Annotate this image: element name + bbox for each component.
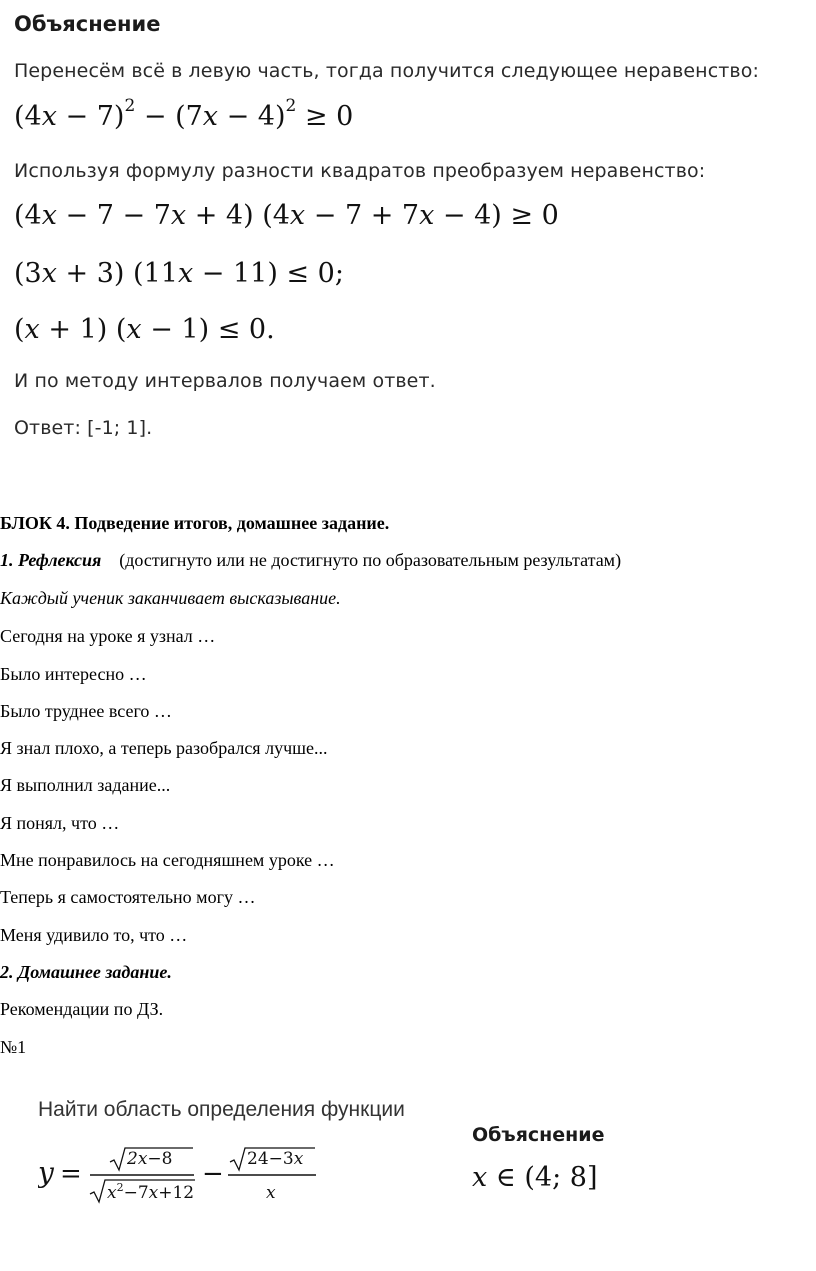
phrase-item: Было интересно … <box>0 664 147 684</box>
explanation-step-text: Используя формулу разности квадратов преобразуем неравенство: <box>14 160 706 182</box>
phrase-item: Я знал плохо, а теперь разобрался лучше... <box>0 738 328 758</box>
explanation-answer: Ответ: [-1; 1]. <box>14 417 153 439</box>
svg-text:y: y <box>38 1156 54 1189</box>
homework-recommendations: Рекомендации по ДЗ. <box>0 999 164 1019</box>
reflection-note: (достигнуто или не достигнуто по образовательным результатам) <box>119 550 622 570</box>
explanation-method: И по методу интервалов получаем ответ. <box>14 370 436 392</box>
phrase-item: Сегодня на уроке я узнал … <box>0 626 216 646</box>
inequality-original: $(4x - 7)^2 - (7x - 4)^2 \ge 0$ <box>14 96 354 132</box>
phrase-item: Мне понравилось на сегодняшнем уроке … <box>0 850 335 870</box>
phrase-item: Теперь я самостоятельно могу … <box>0 887 256 907</box>
task-answer: x ∈ (4; 8] <box>472 1162 598 1193</box>
svg-text:2x−8: 2x−8 <box>127 1149 173 1169</box>
phrase-item: Я выполнил задание... <box>0 775 171 795</box>
reflection-line <box>0 550 621 571</box>
function-formula <box>38 1142 338 1212</box>
inequality-simplified: (3x + 3) (11x − 11) ≤ 0; <box>14 258 344 289</box>
block4-heading: БЛОК 4. Подведение итогов, домашнее задание. <box>0 513 390 533</box>
phrase-item: Меня удивило то, что … <box>0 925 188 945</box>
task-title: Найти область определения функции <box>38 1098 405 1121</box>
svg-text:x2−7x+12: $x^2-7x+12$ <box>107 1181 195 1203</box>
task-number: №1 <box>0 1037 27 1057</box>
inequality-final: (x + 1) (x − 1) ≤ 0. <box>14 314 275 345</box>
phrase-item: Было труднее всего … <box>0 701 172 721</box>
inequality-factored: (4x − 7 − 7x + 4) (4x − 7 + 7x − 4) ≥ 0 <box>14 200 559 231</box>
explanation-title: Объяснение <box>14 12 161 36</box>
svg-text:x: x <box>266 1183 276 1203</box>
homework-label: 2. Домашнее задание. <box>0 962 172 982</box>
explanation-intro: Перенесём всё в левую часть, тогда получится следующее неравенство: <box>14 60 759 82</box>
reflection-instruction: Каждый ученик заканчивает высказывание. <box>0 588 341 608</box>
svg-text:−: − <box>202 1159 224 1189</box>
phrase-item: Я понял, что … <box>0 813 120 833</box>
svg-text:24−3x: 24−3x <box>247 1149 304 1169</box>
task-explanation-title: Объяснение <box>472 1124 605 1146</box>
reflection-label: 1. Рефлексия <box>0 550 102 570</box>
svg-text:=: = <box>60 1159 82 1189</box>
